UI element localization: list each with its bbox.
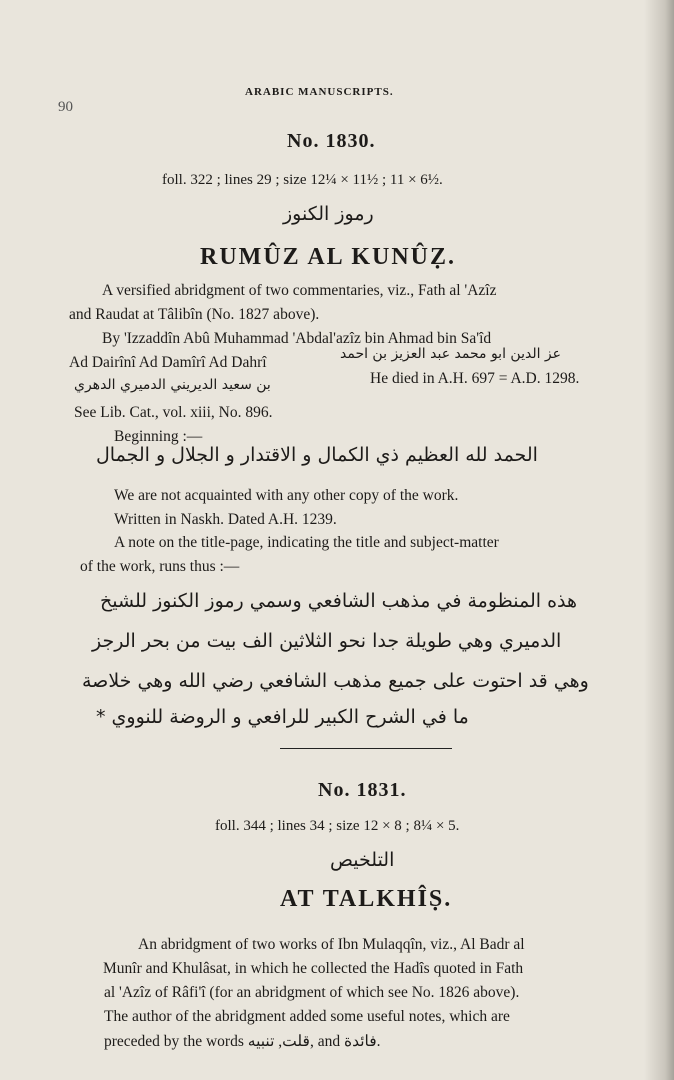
arabic-beginning: الحمد لله العظيم ذي الكمال و الاقتدار و الجلال و الجمال: [96, 444, 538, 466]
entry-number-1830: No. 1830.: [287, 130, 376, 152]
entry-line: Munîr and Khulâsat, in which he collected the Hadîs quoted in Fath: [103, 960, 524, 977]
entry-line: and Raudat at Tâlibîn (No. 1827 above).: [69, 306, 320, 323]
entry-line: Written in Naskh. Dated A.H. 1239.: [114, 511, 337, 528]
entry-line: Beginning :—: [114, 428, 203, 445]
entry-line: See Lib. Cat., vol. xiii, No. 896.: [74, 404, 273, 421]
arabic-note-line: وهي قد احتوت على جميع مذهب الشافعي رضي الله وهي خلاصة: [82, 670, 589, 692]
running-title: ARABIC MANUSCRIPTS.: [245, 86, 394, 98]
page-number: 90: [58, 99, 73, 115]
entry-line: We are not acquainted with any other copy of the work.: [114, 487, 459, 504]
entry-line: The author of the abridgment added some useful notes, which are: [104, 1008, 510, 1025]
entry-line: Ad Dairînî Ad Damîrî Ad Dahrî: [69, 354, 267, 371]
arabic-note-line: الدميري وهي طويلة جدا نحو الثلاثين الف بيت من بحر الرجز: [92, 630, 562, 652]
entry-line: By 'Izzaddîn Abû Muhammad 'Abdal'azîz bin Ahmad bin Sa'îd: [102, 330, 492, 347]
entry-line: A versified abridgment of two commentaries, viz., Fath al 'Azîz: [102, 282, 497, 299]
arabic-author-line-1: عز الدين ابو محمد عبد العزيز بن احمد: [340, 346, 562, 362]
entry-line: al 'Azîz of Râfi'î (for an abridgment of which see No. 1826 above).: [104, 984, 520, 1001]
entry-line: An abridgment of two works of Ibn Mulaqqîn, viz., Al Badr al: [138, 936, 525, 953]
entry-meta-1831: foll. 344 ; lines 34 ; size 12 × 8 ; 8¼ × 5.: [215, 818, 460, 834]
entry-number-1831: No. 1831.: [318, 779, 407, 801]
section-divider: [280, 748, 452, 749]
arabic-note-line: ما في الشرح الكبير للرافعي و الروضة للنووي *: [96, 706, 469, 728]
entry-line: of the work, runs thus :—: [80, 558, 240, 575]
entry-title-1830: RUMÛZ AL KUNÛẒ.: [200, 244, 457, 270]
page-gutter-shadow: [644, 0, 674, 1080]
entry-title-1831: AT TALKHÎṢ.: [280, 886, 453, 912]
entry-line: He died in A.H. 697 = A.D. 1298.: [370, 370, 580, 387]
arabic-author-line-2: بن سعيد الديريني الدميري الدهري: [74, 377, 271, 393]
arabic-title-1831: التلخيص: [330, 849, 395, 871]
entry-line: preceded by the words قلت, تنبيه, and فائدة.: [104, 1033, 381, 1050]
arabic-title-1830: رموز الكنوز: [283, 203, 374, 225]
entry-line: A note on the title-page, indicating the title and subject-matter: [114, 534, 499, 551]
entry-meta-1830: foll. 322 ; lines 29 ; size 12¼ × 11½ ; 11 × 6½.: [162, 172, 443, 188]
arabic-note-line: هذه المنظومة في مذهب الشافعي وسمي رموز الكنوز للشيخ: [100, 590, 578, 612]
